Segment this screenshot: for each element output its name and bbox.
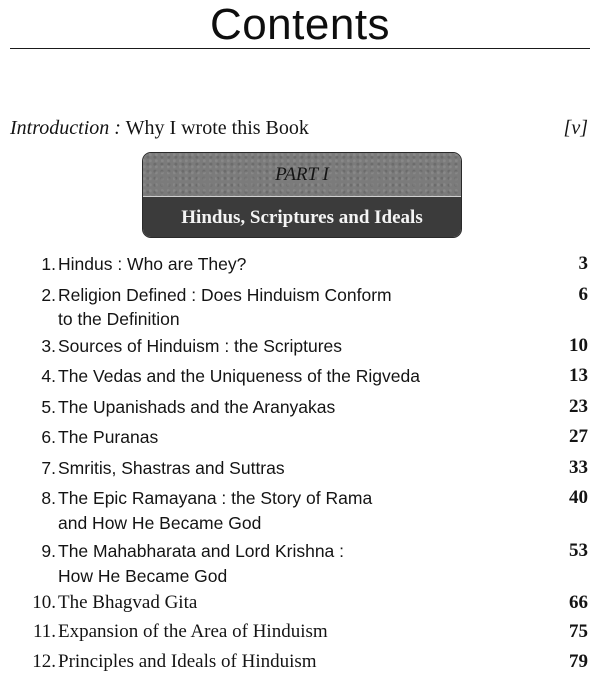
entry-number: 3. [41, 336, 56, 356]
entry-page: 75 [569, 621, 588, 642]
part-heading: Hindus, Scriptures and Ideals [143, 196, 461, 238]
entry-title: The Bhagvad Gita [58, 592, 198, 613]
entry-number: 9. [41, 541, 56, 561]
toc-entry [18, 621, 588, 643]
entry-title: The Puranas [58, 427, 159, 447]
toc-entry [18, 487, 588, 535]
entry-number: 7. [41, 458, 56, 478]
entry-title: The Epic Ramayana : the Story of Rama [58, 488, 373, 508]
entry-title: The Upanishads and the Aranyakas [58, 397, 336, 417]
entry-number: 6. [41, 427, 56, 447]
introduction-title: Why I wrote this Book [125, 117, 309, 139]
entry-title: Expansion of the Area of Hinduism [58, 621, 328, 642]
entry-number: 5. [41, 397, 56, 417]
toc-entry [18, 335, 588, 357]
entry-title: The Mahabharata and Lord Krishna : [58, 541, 345, 561]
toc-entry [18, 284, 588, 332]
entry-page: 10 [569, 335, 588, 356]
entry-page: 13 [569, 365, 588, 386]
entry-title: Religion Defined : Does Hinduism Conform [58, 285, 392, 305]
entry-number: 1. [41, 254, 56, 274]
toc-entry [18, 396, 588, 418]
toc-entry [18, 253, 588, 275]
entry-page: 53 [569, 540, 588, 561]
entry-title-continued: How He Became God [58, 566, 228, 586]
entry-number: 8. [41, 488, 56, 508]
toc-entry [18, 540, 588, 588]
entry-number: 2. [41, 285, 56, 305]
page-title: Contents [209, 0, 391, 49]
entry-number: 10. [32, 592, 56, 613]
entry-title: Hindus : Who are They? [58, 254, 247, 274]
entry-title-continued: to the Definition [58, 309, 180, 329]
entry-page: 66 [569, 592, 588, 613]
introduction-page: [v] [563, 117, 588, 139]
toc-entry [18, 365, 588, 387]
entry-page: 79 [569, 651, 588, 672]
introduction-label: Introduction : [10, 117, 121, 139]
toc-entry [18, 592, 588, 614]
entry-page: 23 [569, 396, 588, 417]
part-label: PART I [143, 153, 461, 196]
entry-page: 6 [578, 284, 588, 305]
entry-page: 3 [578, 253, 588, 274]
entry-page: 27 [569, 426, 588, 447]
entry-title-continued: and How He Became God [58, 513, 262, 533]
entry-page: 33 [569, 457, 588, 478]
entry-title: The Vedas and the Uniqueness of the Rigveda [58, 366, 420, 386]
entry-number: 11. [32, 621, 56, 642]
toc-entry [18, 426, 588, 448]
entry-number: 12. [32, 651, 56, 672]
entry-title: Principles and Ideals of Hinduism [58, 651, 317, 672]
toc-entry [18, 457, 588, 479]
entry-page: 40 [569, 487, 588, 508]
entry-title: Sources of Hinduism : the Scriptures [58, 336, 343, 356]
entry-number: 4. [41, 366, 56, 386]
entry-title: Smritis, Shastras and Suttras [58, 458, 285, 478]
toc-entry [18, 651, 588, 673]
